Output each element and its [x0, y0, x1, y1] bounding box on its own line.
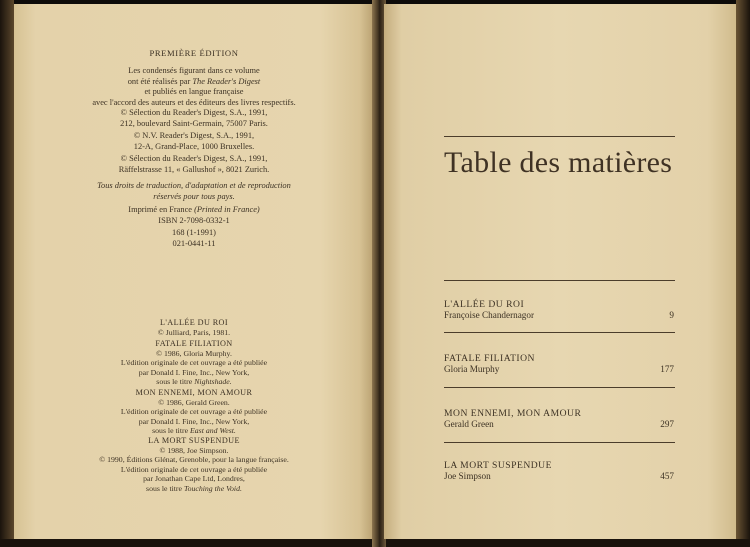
toc-entry-page: 297: [660, 419, 674, 429]
toc-entry-author: Gerald Green: [444, 419, 494, 429]
divider: [444, 332, 675, 333]
divider: [444, 280, 675, 281]
intro-line: et publiés en langue française: [144, 87, 244, 97]
book-edge-left: [0, 0, 14, 547]
toc-entry: [444, 299, 676, 320]
printing-info: Imprimé en France (Printed in France) ISBN 2-7098-0332-1: [22, 205, 366, 226]
toc-entry-author: Joe Simpson: [444, 471, 491, 481]
toc-entry-page: 457: [660, 471, 674, 481]
copyright-zurich: © Sélection du Reader's Digest, S.A., 1991, Räffelstrasse 11, « Gallushof », 8021 Zurich.: [118, 154, 270, 174]
toc-entry: [444, 353, 676, 374]
right-page: [384, 4, 736, 539]
copyright-bruxelles: © N.V. Reader's Digest, S.A., 1991, 12-A, Grand-Place, 1000 Bruxelles.: [133, 131, 255, 151]
toc-entry-title: LA MORT SUSPENDUE: [444, 460, 552, 471]
edition-label: PREMIÈRE ÉDITION: [149, 48, 239, 58]
intro-text: [22, 66, 366, 108]
book-edge-right: [736, 0, 750, 547]
toc-entry: [444, 460, 676, 481]
isbn: ISBN 2-7098-0332-1: [158, 215, 230, 225]
toc-entry-title: L'ALLÉE DU ROI: [444, 299, 525, 310]
divider: [444, 442, 675, 443]
toc-entry-page: 177: [660, 364, 674, 374]
credit-allee-du-roi: L'ALLÉE DU ROI © Julliard, Paris, 1981.: [157, 318, 231, 337]
toc-entry: [444, 408, 676, 429]
toc-entry-page: 9: [669, 310, 674, 320]
toc-entry-title: FATALE FILIATION: [444, 353, 535, 364]
copyright-paris: © Sélection du Reader's Digest, S.A., 1991, 212, boulevard Saint-Germain, 75007 Paris.: [120, 108, 268, 128]
intro-line: Les condensés figurant dans ce volume: [128, 66, 260, 75]
credit-mon-ennemi-mon-amour: MON ENNEMI, MON AMOUR © 1986, Gerald Green. L'édition originale de cet ouvrage a été publiée par Donald I. Fine, Inc., New York, sous le titre East and West.: [120, 388, 268, 436]
toc-entry-author: Gloria Murphy: [444, 364, 500, 374]
page-title: Table des matières: [444, 146, 673, 179]
intro-line: avec l'accord des auteurs et des éditeurs des livres respectifs.: [92, 97, 296, 107]
intro-line: ont été réalisés par The Reader's Digest: [127, 76, 261, 86]
credit-fatale-filiation: FATALE FILIATION © 1986, Gloria Murphy. L'édition originale de cet ouvrage a été publiée par Donald I. Fine, Inc., New York, sous le titre Nightshade.: [120, 339, 268, 387]
divider: [444, 136, 675, 137]
toc-entry-title: MON ENNEMI, MON AMOUR: [444, 408, 582, 419]
toc-entry-author: Françoise Chandernagor: [444, 310, 535, 320]
print-codes: 168 (1-1991) 021-0441-11: [172, 228, 216, 248]
divider: [444, 387, 675, 388]
credit-la-mort-suspendue: LA MORT SUSPENDUE © 1988, Joe Simpson. © 1990, Éditions Glénat, Grenoble, pour la langue française. L'édition originale de cet ouvrage a été publiée par Jonathan Cape Ltd, Londres, sous le titre Touching the Void.: [99, 436, 289, 493]
rights-notice: Tous droits de traduction, d'adaptation et de reproduction réservés pour tous pays.: [97, 181, 291, 201]
